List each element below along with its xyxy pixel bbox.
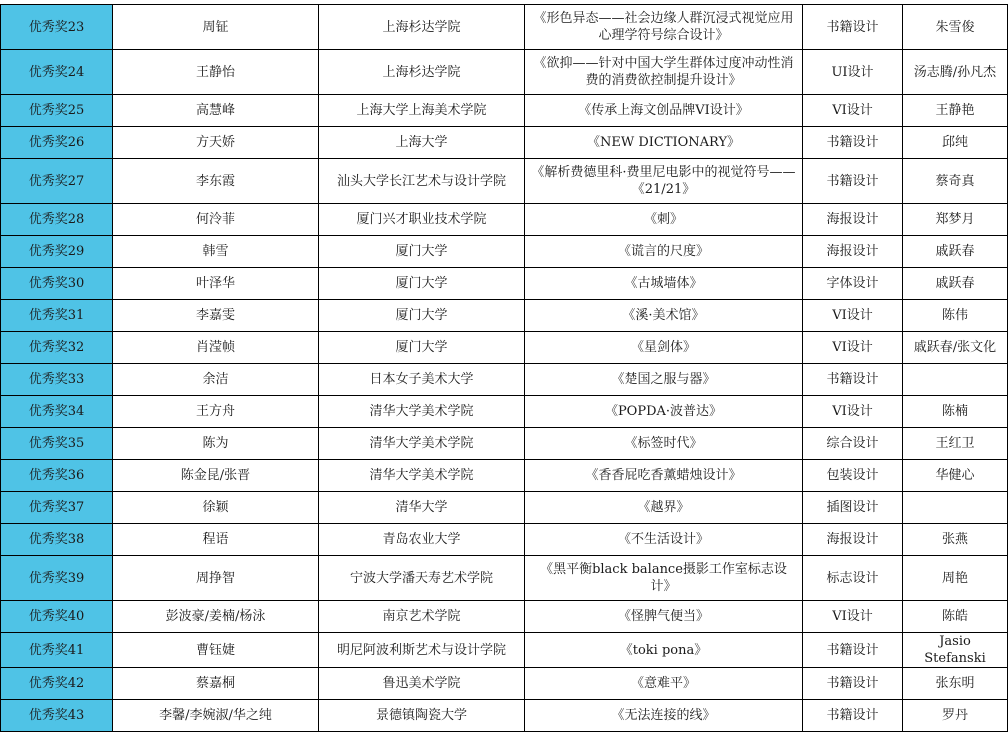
work-cell: 《刺》 [525,204,803,236]
school-cell: 上海大学 [319,127,525,159]
work-cell: 《传承上海文创品牌VI设计》 [525,95,803,127]
school-cell: 景德镇陶瓷大学 [319,700,525,732]
advisor-cell: 邱纯 [903,127,1008,159]
advisor-cell: 张燕 [903,524,1008,556]
name-cell: 王方舟 [113,396,319,428]
award-cell: 优秀奖27 [1,159,113,204]
school-cell: 明尼阿波利斯艺术与设计学院 [319,633,525,668]
table-row [1,556,1008,601]
award-table-sheet [0,4,1007,732]
category-cell: 书籍设计 [803,364,903,396]
school-cell: 清华大学美术学院 [319,460,525,492]
name-cell: 高慧峰 [113,95,319,127]
advisor-cell: 张东明 [903,668,1008,700]
school-cell: 厦门大学 [319,300,525,332]
award-cell: 优秀奖32 [1,332,113,364]
work-cell: 《NEW DICTIONARY》 [525,127,803,159]
school-cell: 上海杉达学院 [319,50,525,95]
category-cell: 字体设计 [803,268,903,300]
category-cell: 海报设计 [803,236,903,268]
award-cell: 优秀奖42 [1,668,113,700]
category-cell: 包装设计 [803,460,903,492]
table-row [1,633,1008,668]
school-cell: 上海大学上海美术学院 [319,95,525,127]
category-cell: VI设计 [803,332,903,364]
name-cell: 程语 [113,524,319,556]
award-cell: 优秀奖40 [1,601,113,633]
category-cell: 书籍设计 [803,700,903,732]
award-cell: 优秀奖30 [1,268,113,300]
award-cell: 优秀奖29 [1,236,113,268]
name-cell: 李东霞 [113,159,319,204]
work-cell: 《谎言的尺度》 [525,236,803,268]
category-cell: VI设计 [803,300,903,332]
category-cell: 书籍设计 [803,5,903,50]
award-cell: 优秀奖37 [1,492,113,524]
advisor-cell: 陈皓 [903,601,1008,633]
table-row [1,524,1008,556]
advisor-cell: 戚跃春 [903,268,1008,300]
award-cell: 优秀奖28 [1,204,113,236]
award-cell: 优秀奖33 [1,364,113,396]
work-cell: 《不生活设计》 [525,524,803,556]
advisor-cell: 戚跃春/张文化 [903,332,1008,364]
award-cell: 优秀奖43 [1,700,113,732]
school-cell: 宁波大学潘天寿艺术学院 [319,556,525,601]
table-row [1,428,1008,460]
school-cell: 鲁迅美术学院 [319,668,525,700]
table-row [1,396,1008,428]
advisor-cell: 华健心 [903,460,1008,492]
school-cell: 日本女子美术大学 [319,364,525,396]
table-row [1,268,1008,300]
award-cell: 优秀奖34 [1,396,113,428]
name-cell: 彭波豪/姜楠/杨泳 [113,601,319,633]
advisor-cell: 王红卫 [903,428,1008,460]
school-cell: 厦门兴才职业技术学院 [319,204,525,236]
advisor-cell: 陈伟 [903,300,1008,332]
table-row [1,159,1008,204]
award-cell: 优秀奖39 [1,556,113,601]
advisor-cell: 周艳 [903,556,1008,601]
category-cell: VI设计 [803,95,903,127]
school-cell: 厦门大学 [319,268,525,300]
table-row [1,95,1008,127]
work-cell: 《古城墙体》 [525,268,803,300]
school-cell: 厦门大学 [319,332,525,364]
work-cell: 《楚国之服与器》 [525,364,803,396]
name-cell: 王静怡 [113,50,319,95]
category-cell: 海报设计 [803,204,903,236]
award-cell: 优秀奖38 [1,524,113,556]
category-cell: 书籍设计 [803,668,903,700]
name-cell: 陈金昆/张晋 [113,460,319,492]
work-cell: 《怪脾气便当》 [525,601,803,633]
work-cell: 《欲抑——针对中国大学生群体过度冲动性消费的消费欲控制提升设计》 [525,50,803,95]
school-cell: 清华大学美术学院 [319,396,525,428]
table-row [1,700,1008,732]
award-cell: 优秀奖36 [1,460,113,492]
school-cell: 清华大学美术学院 [319,428,525,460]
award-cell: 优秀奖23 [1,5,113,50]
table-row [1,5,1008,50]
advisor-cell: 戚跃春 [903,236,1008,268]
work-cell: 《无法连接的线》 [525,700,803,732]
work-cell: 《toki pona》 [525,633,803,668]
advisor-cell: 罗丹 [903,700,1008,732]
table-row [1,50,1008,95]
category-cell: 海报设计 [803,524,903,556]
category-cell: VI设计 [803,601,903,633]
name-cell: 余洁 [113,364,319,396]
table-row [1,460,1008,492]
work-cell: 《意难平》 [525,668,803,700]
category-cell: 综合设计 [803,428,903,460]
work-cell: 《标签时代》 [525,428,803,460]
name-cell: 何泠菲 [113,204,319,236]
award-cell: 优秀奖35 [1,428,113,460]
school-cell: 清华大学 [319,492,525,524]
award-cell: 优秀奖25 [1,95,113,127]
name-cell: 蔡嘉桐 [113,668,319,700]
school-cell: 汕头大学长江艺术与设计学院 [319,159,525,204]
award-table [0,4,1008,732]
award-cell: 优秀奖26 [1,127,113,159]
advisor-cell: 蔡奇真 [903,159,1008,204]
category-cell: 书籍设计 [803,159,903,204]
advisor-cell: 王静艳 [903,95,1008,127]
award-cell: 优秀奖24 [1,50,113,95]
advisor-cell [903,364,1008,396]
work-cell: 《黑平衡black balance摄影工作室标志设计》 [525,556,803,601]
name-cell: 韩雪 [113,236,319,268]
category-cell: 插图设计 [803,492,903,524]
work-cell: 《越界》 [525,492,803,524]
school-cell: 上海杉达学院 [319,5,525,50]
table-row [1,300,1008,332]
name-cell: 曹钰婕 [113,633,319,668]
table-row [1,601,1008,633]
table-row [1,236,1008,268]
work-cell: 《形色异态——社会边缘人群沉浸式视觉应用心理学符号综合设计》 [525,5,803,50]
category-cell: 标志设计 [803,556,903,601]
name-cell: 周挣智 [113,556,319,601]
award-cell: 优秀奖31 [1,300,113,332]
advisor-cell: 汤志腾/孙凡杰 [903,50,1008,95]
award-table-body [1,5,1008,732]
category-cell: VI设计 [803,396,903,428]
name-cell: 叶泽华 [113,268,319,300]
table-row [1,492,1008,524]
name-cell: 周钲 [113,5,319,50]
award-cell: 优秀奖41 [1,633,113,668]
work-cell: 《POPDA·波普达》 [525,396,803,428]
name-cell: 方天娇 [113,127,319,159]
advisor-cell: 朱雪俊 [903,5,1008,50]
school-cell: 南京艺术学院 [319,601,525,633]
advisor-cell: 陈楠 [903,396,1008,428]
table-row [1,127,1008,159]
name-cell: 陈为 [113,428,319,460]
advisor-cell: Jasio Stefanski [903,633,1008,668]
name-cell: 肖滢帧 [113,332,319,364]
name-cell: 徐颖 [113,492,319,524]
table-row [1,204,1008,236]
work-cell: 《星剑体》 [525,332,803,364]
name-cell: 李馨/李婉淑/华之纯 [113,700,319,732]
name-cell: 李嘉雯 [113,300,319,332]
table-row [1,668,1008,700]
school-cell: 青岛农业大学 [319,524,525,556]
category-cell: 书籍设计 [803,127,903,159]
work-cell: 《香香屁吃香薰蜡烛设计》 [525,460,803,492]
category-cell: UI设计 [803,50,903,95]
advisor-cell: 郑梦月 [903,204,1008,236]
table-row [1,332,1008,364]
work-cell: 《解析费德里科·费里尼电影中的视觉符号——《21/21》 [525,159,803,204]
work-cell: 《溪·美术馆》 [525,300,803,332]
category-cell: 书籍设计 [803,633,903,668]
school-cell: 厦门大学 [319,236,525,268]
table-row [1,364,1008,396]
advisor-cell [903,492,1008,524]
